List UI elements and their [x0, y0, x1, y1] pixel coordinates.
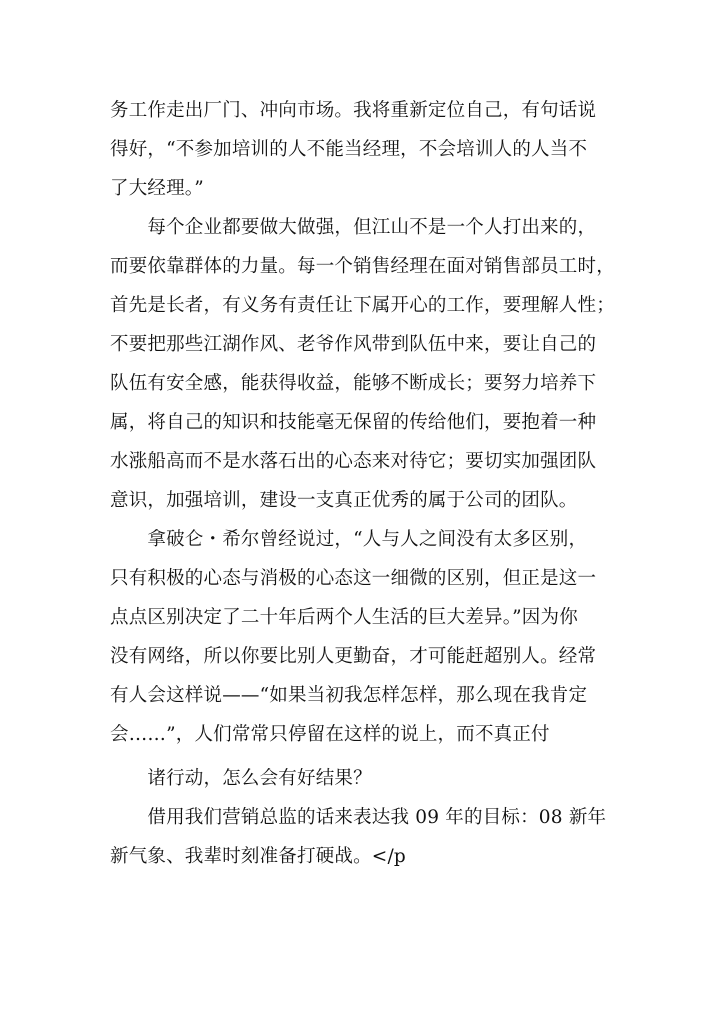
text-line: 没有网络，所以你要比别人更勤奋，才可能赶超别人。经常 [110, 646, 597, 667]
text-line: 拿破仑・希尔曾经说过，“人与人之间没有太多区别， [110, 529, 588, 550]
text-line: 而要依靠群体的力量。每一个销售经理在面对销售部员工时， [110, 256, 615, 277]
text-line: 属，将自己的知识和技能毫无保留的传给他们，要抱着一种 [110, 412, 597, 433]
text-line: 不要把那些江湖作风、老爷作风带到队伍中来，要让自己的 [110, 334, 597, 355]
text-line: 诸行动，怎么会有好结果？ [110, 768, 372, 789]
text-line: 点点区别决定了二十年后两个人生活的巨大差异。”因为你 [110, 607, 578, 628]
text-line: 务工作走出厂门、冲向市场。我将重新定位自己，有句话说 [110, 100, 597, 121]
text-line: 新气象、我辈时刻准备打硬战。</p [110, 846, 406, 867]
text-block-lower [110, 759, 615, 876]
text-line: 借用我们营销总监的话来表达我 09 年的目标：08 新年 [110, 807, 607, 828]
text-line: 水涨船高而不是水落石出的心态来对待它；要切实加强团队 [110, 451, 597, 472]
text-line: 有人会这样说——“如果当初我怎样怎样，那么现在我肯定 [110, 685, 588, 706]
text-line: 意识，加强培训，建设一支真正优秀的属于公司的团队。 [110, 490, 578, 511]
text-line: 只有积极的心态与消极的心态这一细微的区别，但正是这一 [110, 568, 597, 589]
text-line: 了大经理。” [110, 178, 204, 199]
text-line: 会……”，人们常常只停留在这样的说上，而不真正付 [110, 724, 550, 745]
text-line: 首先是长者，有义务有责任让下属开心的工作，要理解人性； [110, 295, 615, 316]
text-line: 队伍有安全感，能获得收益，能够不断成长；要努力培养下 [110, 373, 597, 394]
text-line: 得好，“不参加培训的人不能当经理，不会培训人的人当不 [110, 139, 588, 160]
text-block-upper [110, 91, 615, 754]
text-line: 每个企业都要做大做强，但江山不是一个人打出来的， [110, 217, 597, 238]
